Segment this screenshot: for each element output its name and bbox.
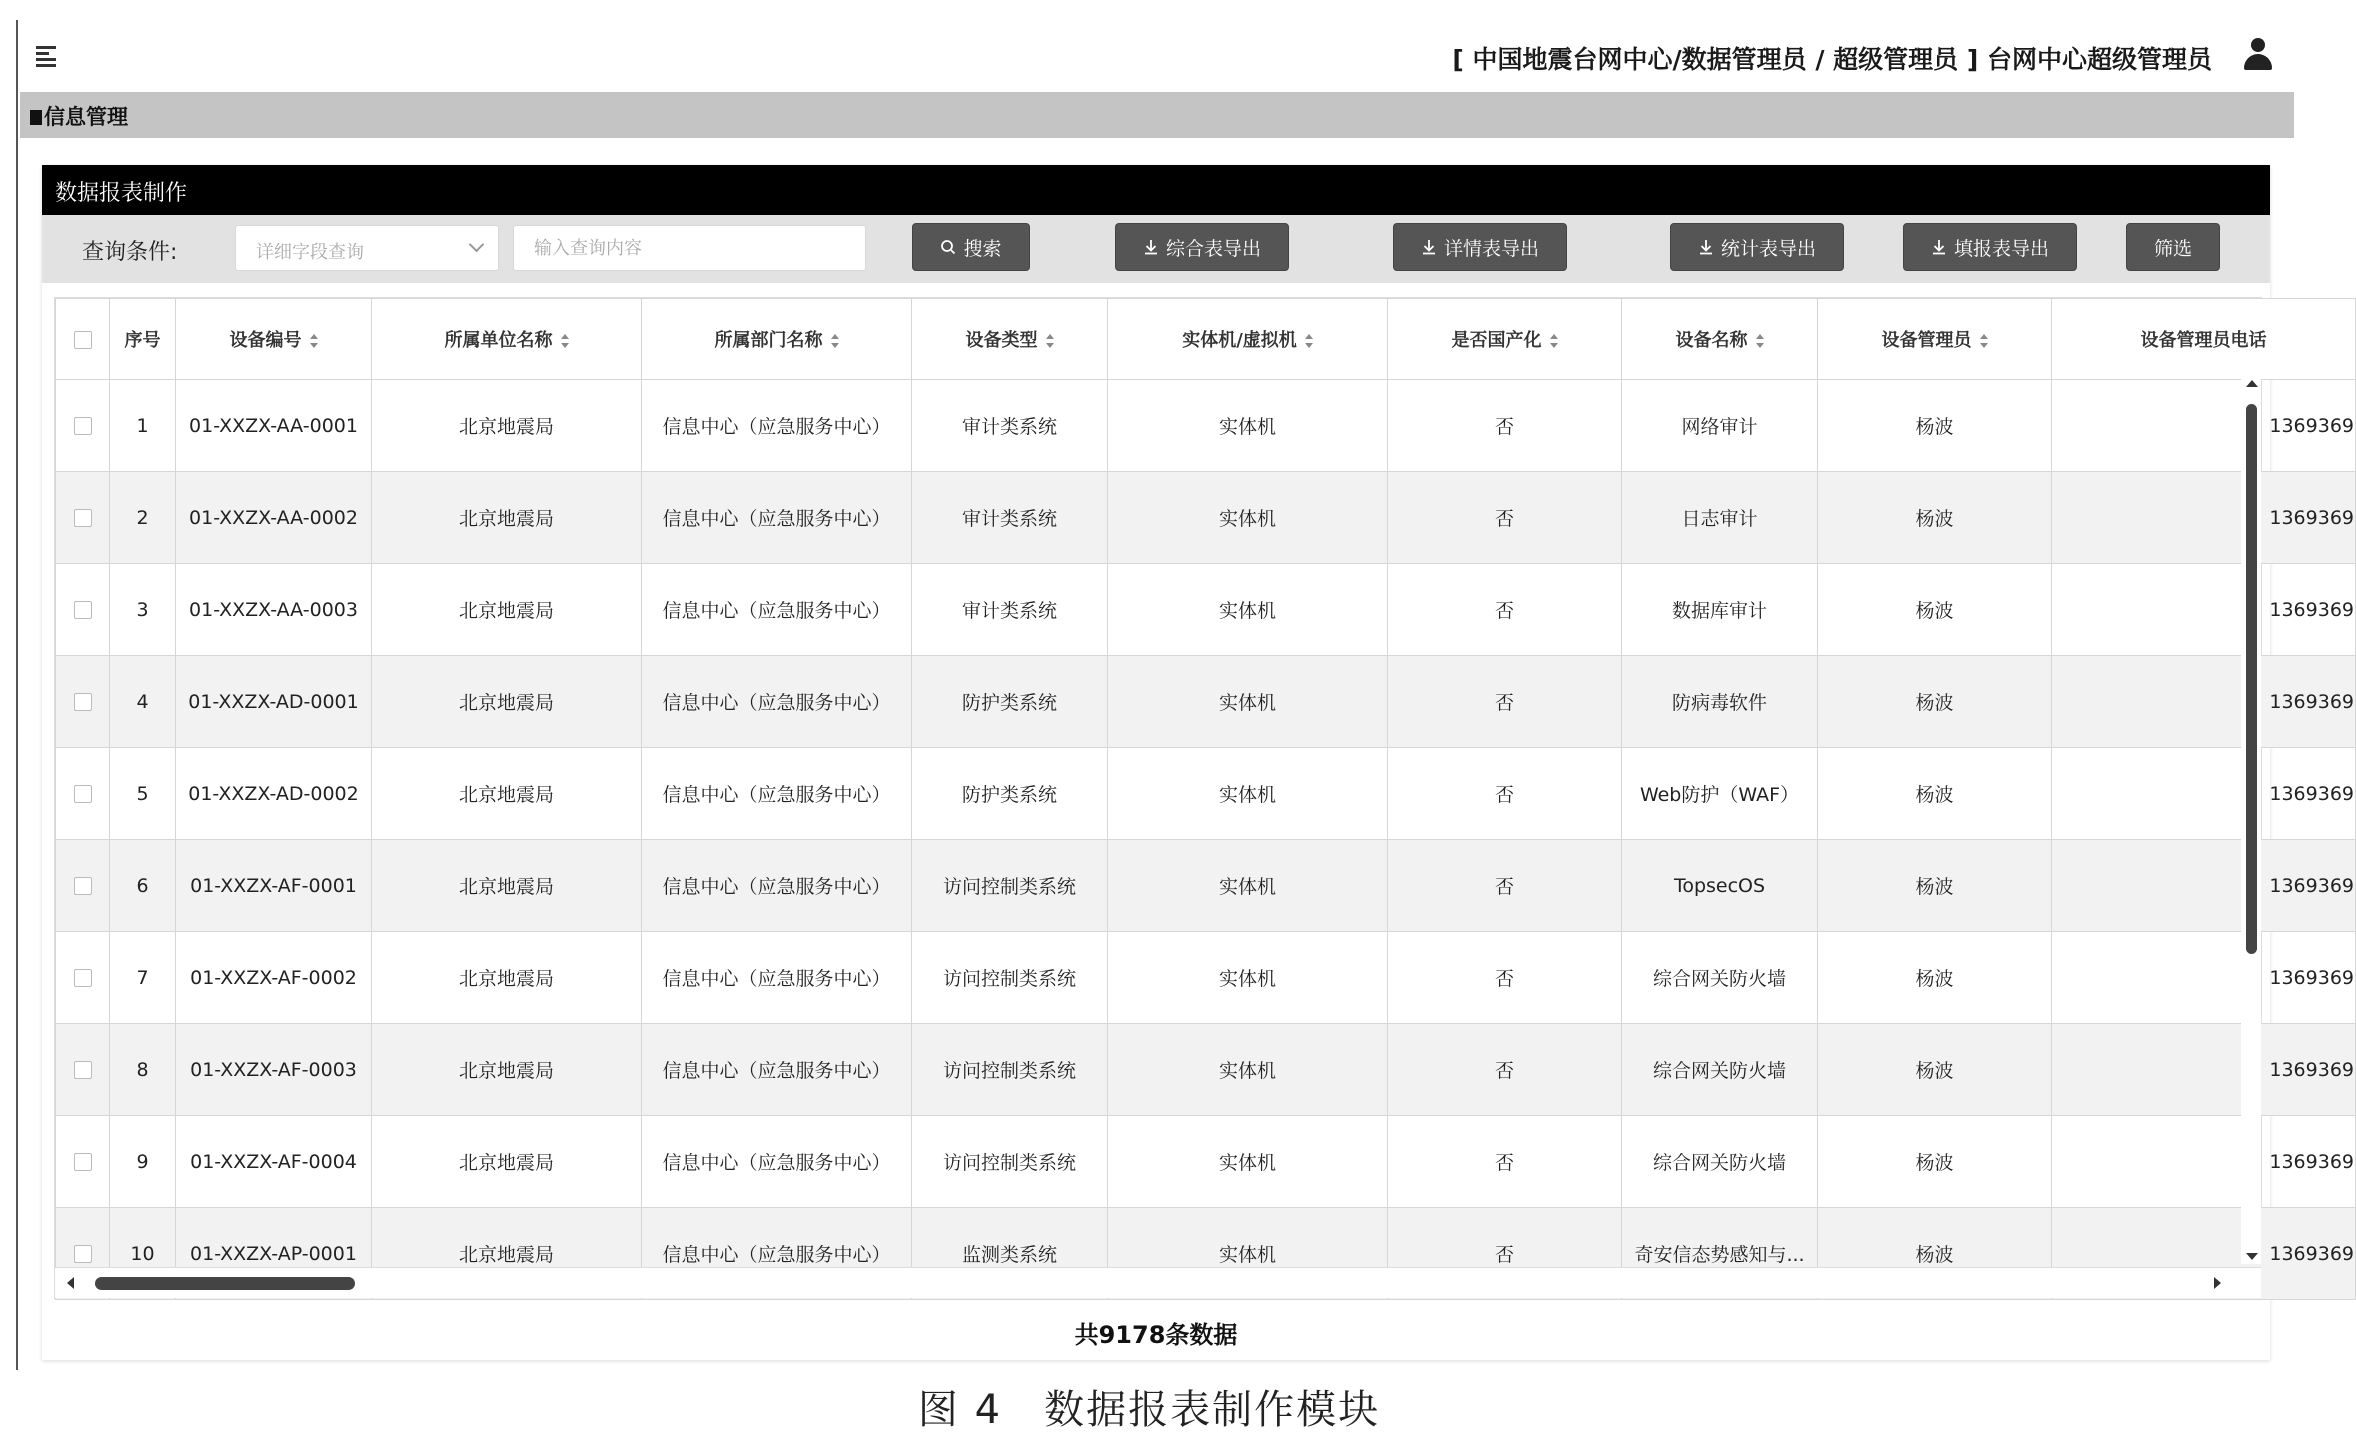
table-cell: 1369369 [2052,1116,2356,1208]
column-header[interactable] [2052,299,2356,380]
table-cell: 6 [110,840,176,932]
report-panel [42,165,2354,1360]
table-cell: 否 [1388,472,1622,564]
figure-caption: 图 4 数据报表制作模块 [917,1387,1381,1433]
table-cell: 网络审计 [1622,380,1818,472]
column-header-label: 是否国产化 [1451,330,1542,351]
breadcrumb [20,92,2294,138]
table-cell: 杨波 [1818,1024,2052,1116]
table-row[interactable] [56,840,2356,932]
row-checkbox[interactable] [74,877,92,895]
column-header[interactable] [110,299,176,380]
table-cell: 综合网关防火墙 [1622,932,1818,1024]
table-cell: 实体机 [1108,656,1388,748]
scroll-right-icon[interactable] [2214,1277,2221,1289]
table-cell: 3 [110,564,176,656]
field-select[interactable] [235,225,499,271]
table-cell: 信息中心（应急服务中心） [642,932,912,1024]
horizontal-scroll-thumb[interactable] [95,1277,355,1290]
table-body [56,380,2356,1300]
column-header[interactable] [912,299,1108,380]
table-cell: 防护类系统 [912,748,1108,840]
column-header[interactable] [176,299,372,380]
table-cell: 北京地震局 [372,1024,642,1116]
table-cell: 信息中心（应急服务中心） [642,840,912,932]
table-cell: 信息中心（应急服务中心） [642,1116,912,1208]
data-table-container [54,297,2354,1299]
table-cell: 杨波 [1818,1116,2052,1208]
table-cell: 实体机 [1108,840,1388,932]
table-row[interactable] [56,1024,2356,1116]
table-cell: 01-XXZX-AD-0002 [176,748,372,840]
table-cell: 综合网关防火墙 [1622,1024,1818,1116]
table-cell: 10 [110,1208,176,1300]
table-cell: 01-XXZX-AP-0001 [176,1208,372,1300]
sort-icon[interactable] [831,334,839,348]
table-cell: 1 [110,380,176,472]
table-header-row [56,299,2356,380]
export-detail-label: 详情表导出 [1443,237,1539,260]
column-header-label: 设备类型 [965,330,1038,351]
export-stats-label: 统计表导出 [1720,237,1816,260]
table-cell: 北京地震局 [372,564,642,656]
row-checkbox[interactable] [74,1245,92,1263]
table-cell: Web防护（WAF） [1622,748,1818,840]
row-checkbox[interactable] [74,509,92,527]
column-header-label: 序号 [124,330,161,351]
vertical-scrollbar[interactable] [2241,376,2261,1264]
table-cell: 综合网关防火墙 [1622,1116,1818,1208]
column-header[interactable] [1388,299,1622,380]
filter-button[interactable] [2126,223,2220,271]
table-cell: 1369369 [2052,1024,2356,1116]
table-cell: 实体机 [1108,1208,1388,1300]
vertical-scroll-thumb[interactable] [2246,404,2257,954]
export-fill-label: 填报表导出 [1953,237,2049,260]
sort-icon[interactable] [1980,334,1988,348]
search-button-label: 搜索 [963,237,1002,260]
column-header-label: 所属单位名称 [444,330,553,351]
sort-icon[interactable] [1046,334,1054,348]
table-cell: 否 [1388,1024,1622,1116]
table-row[interactable] [56,472,2356,564]
sort-icon[interactable] [1756,334,1764,348]
table-cell: 信息中心（应急服务中心） [642,380,912,472]
table-cell: 否 [1388,656,1622,748]
download-icon [1143,239,1159,255]
table-cell: 否 [1388,380,1622,472]
table-row[interactable] [56,1116,2356,1208]
table-cell: 5 [110,748,176,840]
table-cell: TopsecOS [1622,840,1818,932]
row-select-cell [56,564,110,656]
table-cell: 信息中心（应急服务中心） [642,1024,912,1116]
table-cell: 否 [1388,564,1622,656]
table-cell: 杨波 [1818,840,2052,932]
row-select-cell [56,1024,110,1116]
table-cell: 北京地震局 [372,380,642,472]
column-header-label: 设备管理员 [1881,330,1972,351]
record-count: 共9178条数据 [1074,1321,1238,1349]
table-cell: 1369369 [2052,1208,2356,1300]
horizontal-scrollbar[interactable] [55,1267,2261,1298]
column-header[interactable] [1108,299,1388,380]
document-icon [30,110,42,125]
table-row[interactable] [56,380,2356,472]
table-cell: 实体机 [1108,1024,1388,1116]
export-fill-button[interactable] [1903,223,2077,271]
search-button[interactable] [912,223,1030,271]
sort-icon[interactable] [310,334,318,348]
table-cell: 审计类系统 [912,380,1108,472]
table-cell: 实体机 [1108,472,1388,564]
table-cell: 1369369 [2052,564,2356,656]
panel-header [42,165,2270,215]
table-cell: 防护类系统 [912,656,1108,748]
row-select-cell [56,1116,110,1208]
breadcrumb-label [30,101,128,131]
select-all-cell [56,299,110,380]
user-role-info: [ 中国地震台网中心/数据管理员 / 超级管理员 ] 台网中心超级管理员 [1452,45,2212,74]
table-cell: 实体机 [1108,564,1388,656]
table-cell: 01-XXZX-AA-0002 [176,472,372,564]
table-cell: 实体机 [1108,380,1388,472]
download-icon [1931,239,1947,255]
table-cell: 防病毒软件 [1622,656,1818,748]
table-cell: 1369369 [2052,472,2356,564]
table-cell: 杨波 [1818,380,2052,472]
table-row[interactable] [56,932,2356,1024]
table-row[interactable] [56,656,2356,748]
sort-icon[interactable] [1550,334,1558,348]
table-cell: 1369369 [2052,380,2356,472]
table-cell: 访问控制类系统 [912,840,1108,932]
table-cell: 杨波 [1818,748,2052,840]
table-cell: 9 [110,1116,176,1208]
table-cell: 01-XXZX-AF-0004 [176,1116,372,1208]
table-cell: 否 [1388,748,1622,840]
table-cell: 1369369 [2052,656,2356,748]
table-cell: 北京地震局 [372,1116,642,1208]
row-select-cell [56,380,110,472]
column-header-label: 设备管理员电话 [2140,330,2267,351]
table-row[interactable] [56,564,2356,656]
table-cell: 信息中心（应急服务中心） [642,1208,912,1300]
query-bar [42,215,2270,283]
table-cell: 信息中心（应急服务中心） [642,656,912,748]
table-cell: 北京地震局 [372,656,642,748]
row-checkbox[interactable] [74,1153,92,1171]
table-cell: 4 [110,656,176,748]
table-cell: 否 [1388,840,1622,932]
table-cell: 访问控制类系统 [912,932,1108,1024]
select-all-checkbox[interactable] [74,331,92,349]
table-cell: 1369369 [2052,748,2356,840]
table-cell: 奇安信态势感知与... [1622,1208,1818,1300]
table-cell: 1369369 [2052,840,2356,932]
table-cell: 杨波 [1818,1208,2052,1300]
export-summary-label: 综合表导出 [1165,237,1261,260]
table-cell: 杨波 [1818,564,2052,656]
table-cell: 实体机 [1108,932,1388,1024]
row-select-cell [56,748,110,840]
column-header-label: 实体机/虚拟机 [1182,330,1297,351]
column-header[interactable] [1818,299,2052,380]
column-header[interactable] [372,299,642,380]
filter-button-label: 筛选 [2153,237,2192,260]
scroll-up-icon[interactable] [2246,380,2258,387]
export-stats-button[interactable] [1670,223,1844,271]
search-input[interactable] [513,225,866,271]
user-icon[interactable] [2242,38,2274,72]
table-cell: 01-XXZX-AF-0002 [176,932,372,1024]
column-header-label: 设备编号 [229,330,302,351]
table-cell: 实体机 [1108,748,1388,840]
table-cell: 杨波 [1818,656,2052,748]
table-cell: 访问控制类系统 [912,1024,1108,1116]
download-icon [1421,239,1437,255]
menu-toggle-icon[interactable] [36,46,60,68]
field-select-placeholder: 详细字段查询 [256,242,364,263]
scroll-left-icon[interactable] [67,1277,74,1289]
table-cell: 实体机 [1108,1116,1388,1208]
table-cell: 8 [110,1024,176,1116]
column-header[interactable] [1622,299,1818,380]
table-cell: 7 [110,932,176,1024]
table-cell: 监测类系统 [912,1208,1108,1300]
row-select-cell [56,840,110,932]
table-cell: 01-XXZX-AF-0001 [176,840,372,932]
column-header-label: 所属部门名称 [714,330,823,351]
table-cell: 01-XXZX-AA-0001 [176,380,372,472]
table-cell: 北京地震局 [372,1208,642,1300]
table-cell: 否 [1388,1116,1622,1208]
table-cell: 北京地震局 [372,840,642,932]
download-icon [1698,239,1714,255]
query-label: 查询条件: [82,240,178,265]
table-cell: 访问控制类系统 [912,1116,1108,1208]
table-cell: 北京地震局 [372,932,642,1024]
table-cell: 01-XXZX-AA-0003 [176,564,372,656]
chevron-down-icon [469,237,485,253]
table-row[interactable] [56,748,2356,840]
export-summary-button[interactable] [1115,223,1289,271]
table-cell: 北京地震局 [372,472,642,564]
row-checkbox[interactable] [74,417,92,435]
row-checkbox[interactable] [74,969,92,987]
table-cell: 否 [1388,1208,1622,1300]
table-cell: 数据库审计 [1622,564,1818,656]
table-cell: 审计类系统 [912,564,1108,656]
data-table [55,298,2356,1300]
row-checkbox[interactable] [74,1061,92,1079]
column-header[interactable] [642,299,912,380]
breadcrumb-text: 信息管理 [44,105,128,129]
row-select-cell [56,656,110,748]
table-cell: 信息中心（应急服务中心） [642,748,912,840]
table-cell: 杨波 [1818,472,2052,564]
search-icon [940,239,956,255]
row-select-cell [56,932,110,1024]
sort-icon[interactable] [561,334,569,348]
table-cell: 01-XXZX-AD-0001 [176,656,372,748]
table-cell: 杨波 [1818,932,2052,1024]
sort-icon[interactable] [1305,334,1313,348]
table-cell: 信息中心（应急服务中心） [642,472,912,564]
table-cell: 01-XXZX-AF-0003 [176,1024,372,1116]
row-select-cell [56,472,110,564]
table-cell: 信息中心（应急服务中心） [642,564,912,656]
table-cell: 否 [1388,932,1622,1024]
row-checkbox[interactable] [74,785,92,803]
left-border [16,20,18,1370]
top-bar [24,22,2294,92]
table-cell: 日志审计 [1622,472,1818,564]
scroll-down-icon[interactable] [2246,1253,2258,1260]
export-detail-button[interactable] [1393,223,1567,271]
table-cell: 1369369 [2052,932,2356,1024]
table-cell: 审计类系统 [912,472,1108,564]
panel-title: 数据报表制作 [55,181,188,206]
column-header-label: 设备名称 [1675,330,1748,351]
row-checkbox[interactable] [74,601,92,619]
table-cell: 北京地震局 [372,748,642,840]
table-cell: 2 [110,472,176,564]
row-checkbox[interactable] [74,693,92,711]
